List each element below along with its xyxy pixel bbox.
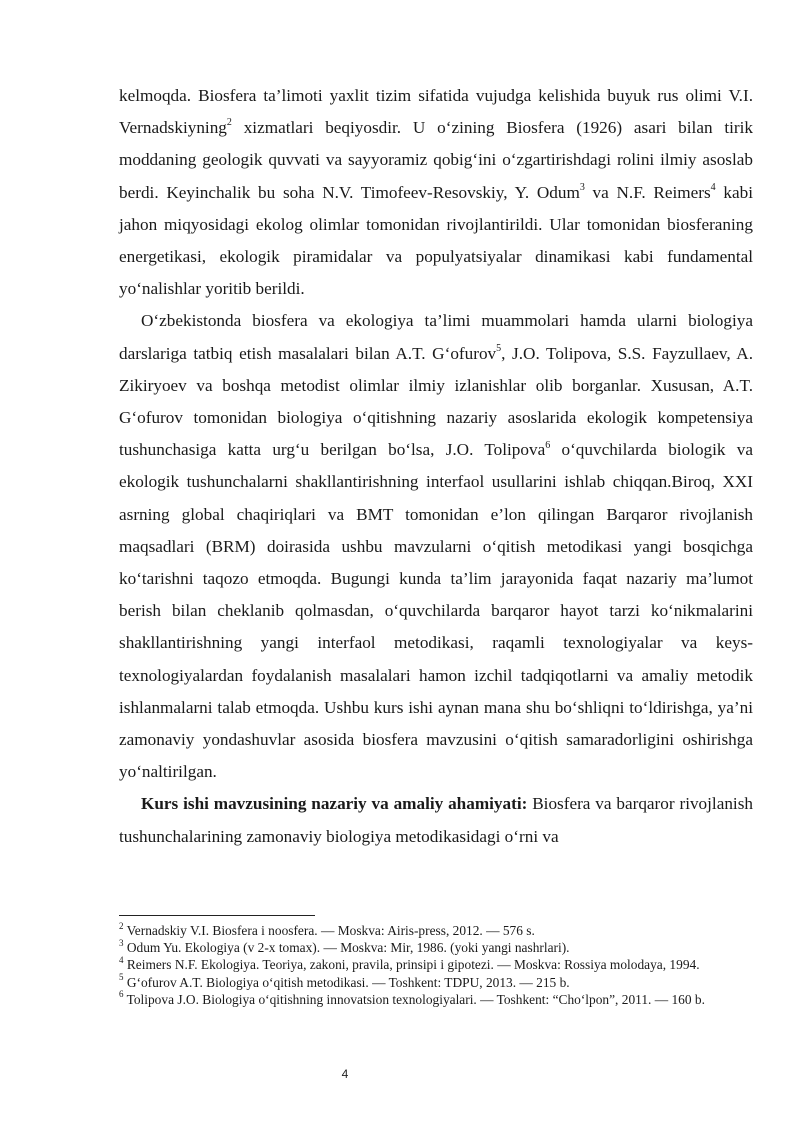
footnote	[119, 922, 739, 939]
footnote-number: 4	[119, 954, 124, 965]
footnote-number: 2	[119, 920, 124, 931]
footnote-text: Odum Yu. Ekologiya (v 2-x tomax). — Moskva: Mir, 1986. (yoki yangi nashrlari).	[123, 940, 570, 956]
paragraph-text: kabi jahon miqyosidagi ekolog olimlar tomonidan rivojlantirildi. Ular tomonidan biosferaning energetikasi, ekologik piramidalar va populyatsiyalar dinamikasi kabi fundamental yo‘nalishlar yoritib berildi.	[119, 182, 753, 299]
footnote-ref[interactable]: 3	[579, 181, 585, 193]
document-body	[119, 80, 753, 853]
footnote-ref[interactable]: 2	[226, 117, 232, 129]
footnote-separator	[119, 915, 315, 916]
footnote-text: Tolipova J.O. Biologiya o‘qitishning innovatsion texnologiyalari. — Toshkent: “Cho‘lpon”, 2011. — 160 b.	[123, 991, 705, 1007]
page-number: 4	[341, 1067, 349, 1081]
section-heading-inline: Kurs ishi mavzusining nazariy va amaliy ahamiyati:	[141, 794, 528, 814]
footnote-ref[interactable]: 5	[496, 342, 502, 354]
footnote-number: 5	[119, 972, 124, 983]
paragraph-1	[119, 80, 753, 305]
paragraph-text: o‘quvchilarda biologik va ekologik tushunchalarni shakllantirishning interfaol usullarini ishlab chiqqan.Biroq, XXI asrning global chaqiriqlari va BMT tomonidan e’lon qilingan Barqaror rivojlanish maqsadlari (BRM) doirasida ushbu mavzularni o‘qitish metodikasi yangi bosqichga ko‘tarishni taqozo etmoqda. Bugungi kunda ta’lim jarayonida faqat nazariy ma’lumot berish bilan cheklanib qolmasdan, o‘quvchilarda barqaror hayot tarzi ko‘nikmalarini shakllantirishning yangi interfaol metodikasi, raqamli texnologiyalar va keys-texnologiyalardan foydalanish masalalari hamon izchil tadqiqotlarni va amaliy metodik ishlanmalarni talab etmoqda. Ushbu kurs ishi aynan mana shu bo‘shliqni to‘ldirishga, ya’ni zamonaviy yondashuvlar asosida biosfera mavzusini o‘qitish samaradorligini oshirishga yo‘naltirilgan.	[119, 440, 753, 782]
footnote-number: 3	[119, 937, 124, 948]
footnote-text: Reimers N.F. Ekologiya. Teoriya, zakoni, pravila, prinsipi i gipotezi. — Moskva: Rossiya molodaya, 1994.	[123, 957, 700, 973]
paragraph-text: O‘zbekistonda biosfera va ekologiya ta’limi muammolari hamda ularni biologiya darslariga tatbiq etish masalalari bilan A.T. G‘ofurov	[119, 311, 753, 363]
paragraph-text: xizmatlari beqiyosdir. U o‘zining Biosfera (1926) asari bilan tirik moddaning geologik quvvati va sayyoramiz qobig‘ini o‘zgartirishdagi rolini ilmiy asoslab berdi. Keyinchalik bu soha N.V. Timofeev-Resovskiy, Y. Odum	[119, 118, 753, 202]
footnote	[119, 956, 739, 973]
footnote-number: 6	[119, 989, 124, 1000]
paragraph-text: Biosfera va barqaror rivojlanish tushunchalarining zamonaviy biologiya metodikasidagi o‘rni va	[119, 794, 753, 846]
footnote	[119, 991, 739, 1008]
footnote-text: G‘ofurov A.T. Biologiya o‘qitish metodikasi. — Toshkent: TDPU, 2013. — 215 b.	[123, 974, 570, 990]
footnote-ref[interactable]: 6	[545, 439, 551, 451]
paragraph-3	[119, 788, 753, 852]
footnotes	[119, 922, 739, 1008]
paragraph-2	[119, 305, 753, 788]
footnote-ref[interactable]: 4	[710, 181, 716, 193]
footnote	[119, 974, 739, 991]
paragraph-text: kelmoqda. Biosfera ta’limoti yaxlit tizim sifatida vujudga kelishida buyuk rus olimi V.I. Vernadskiyning	[119, 86, 753, 138]
footnote-text: Vernadskiy V.I. Biosfera i noosfera. — Moskva: Airis-press, 2012. — 576 s.	[123, 923, 535, 938]
paragraph-text: va N.F. Reimers	[584, 182, 711, 202]
paragraph-text: , J.O. Tolipova, S.S. Fayzullaev, A. Zikiryoev va boshqa metodist olimlar ilmiy izlanishlar olib borganlar. Xususan, A.T. G‘ofurov tomonidan biologiya o‘qitishning nazariy asoslarida ekologik kompetensiya tushunchasiga katta urg‘u berilgan bo‘lsa, J.O. Tolipova	[119, 343, 754, 460]
footnote	[119, 939, 739, 956]
